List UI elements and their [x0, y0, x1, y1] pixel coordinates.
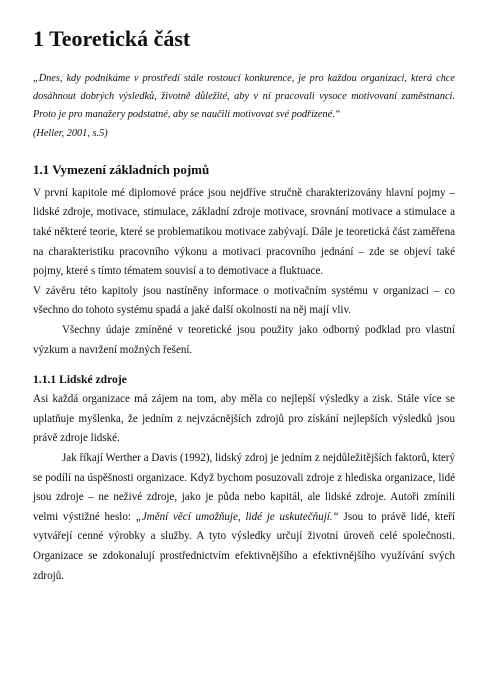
paragraph: V první kapitole mé diplomové práce jsou nejdříve stručně charakterizovány hlavní pojmy – lidské zdroje, motivace, stimulace, základní zdroje motivace, srovnání motivace a stimulace a také některé teorie, které se problematikou motivace zabývají. Dále je teoretická část zaměřena na charakteristiku pracovního výkonu a motivaci pracovního jednání – zde se objeví také pojmy, které s tímto tématem souvisí a to demotivace a fluktuace. — [33, 186, 455, 278]
paragraph-text: Jak říkají Werther a Davis (1992), lidský zdroj je jedním z nejdůležitějších faktorů, který se podílí na úspěšnosti organizace. Když bychom posuzovali zdroje z hlediska organizace, lidé jsou zdroje – ne neživé zdroje, jako je půda nebo kapitál, ale lidské zdroje. Autoři zmínili velmi výstižné heslo: — [33, 451, 455, 523]
paragraph: Všechny údaje zmíněné v teoretické jsou použity jako odborný podklad pro vlastní výzkum a navržení možných řešení. — [33, 323, 455, 356]
paragraph: Asi každá organizace má zájem na tom, aby měla co nejlepší výsledky a zisk. Stále více se uplatňuje myšlenka, že jedním z nejvzácnějších zdrojů pro získání nejlepších výsledků jsou právě zdroje lidské. — [33, 393, 455, 445]
section-heading-1-1: 1.1 Vymezení základních pojmů — [33, 161, 210, 177]
inline-quote: „Jmění věcí umožňuje, lidé je uskutečňují.“ — [135, 510, 339, 523]
motto-quote — [33, 70, 455, 143]
motto-source: (Heller, 2001, s.5) — [33, 127, 108, 139]
paragraph-text: Jsou to právě lidé, kteří vytvářejí cenné výrobky a služby. A tyto výsledky určují životní úroveň celé společnosti. Organizace se zdokonalují prostřednictvím efektivnějšího a efektivnějšího využívání svých zdrojů. — [33, 510, 455, 582]
motto-text: „Dnes, kdy podnikáme v prostředí stále rostoucí konkurence, je pro každou organizaci, která chce dosáhnout dobrých výsledků, životně důležité, aby v ní pracovali vysoce motivovaní zaměstnanci. Proto je pro manažery podstatné, aby se naučili motivovat své podřízené.“ — [33, 73, 455, 121]
paragraph — [33, 449, 455, 586]
section-heading-1-1-1: 1.1.1 Lidské zdroje — [33, 373, 127, 387]
paragraph: V závěru této kapitoly jsou nastíněny informace o motivačním systému v organizaci – co všechno do tohoto systému spadá a jaké další okolnosti na něj mají vliv. — [33, 284, 455, 317]
chapter-heading: 1 Teoretická část — [33, 26, 191, 51]
